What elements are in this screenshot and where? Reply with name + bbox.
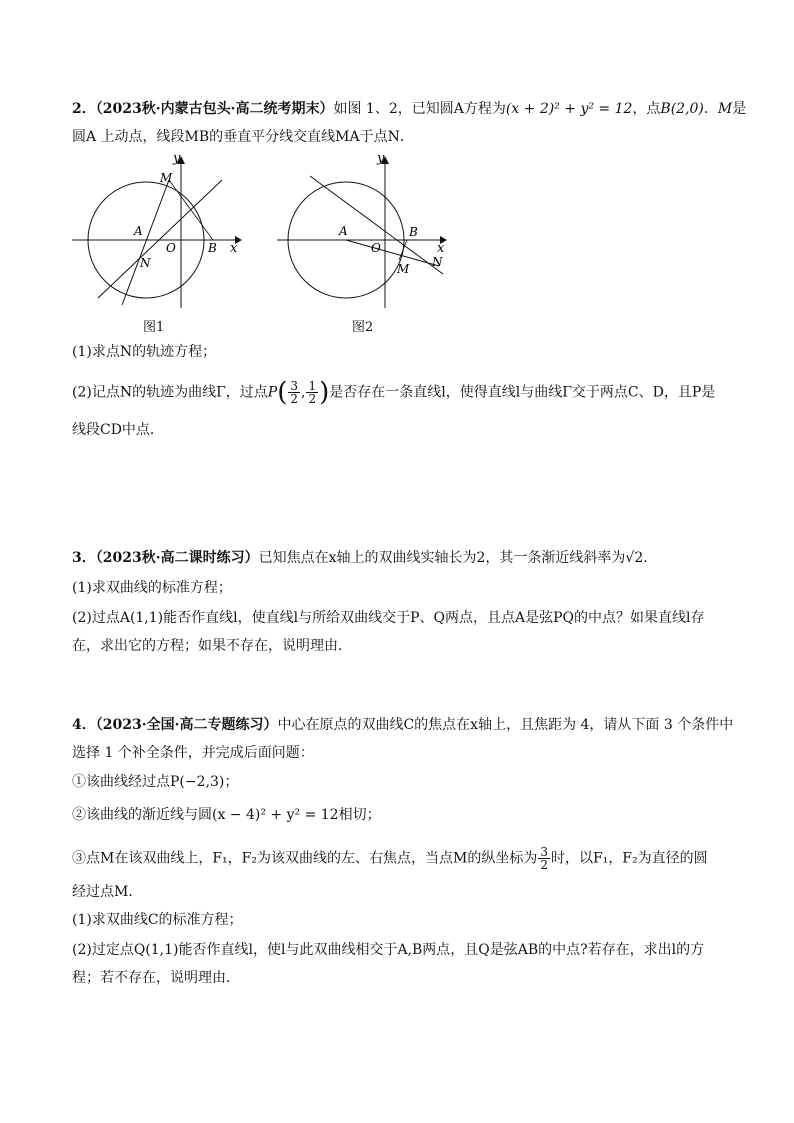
fig1-caption: 图1: [143, 320, 165, 335]
q4-stem-a: 中心在原点的双曲线C的焦点在x轴上，且焦距为 4，请从下面 3 个条件中: [277, 717, 734, 733]
q4-sub2-b: 程；若不存在，说明理由．: [72, 970, 240, 986]
q3-source: （2023秋·高二课时练习）: [95, 550, 259, 566]
q2-point-b: B(2,0): [660, 101, 704, 117]
q2-line-1: [72, 99, 746, 119]
q2-p-label: P: [267, 384, 278, 401]
q4-number: 4．: [72, 717, 96, 733]
figure-1: [70, 150, 250, 315]
q4-sub1: (1)求双曲线C的标准方程；: [72, 912, 243, 928]
fig2-caption: 图2: [352, 320, 374, 335]
fig2-label-y: y: [377, 151, 385, 166]
q2-eq1: (x + 2)² + y² = 12: [505, 101, 633, 117]
q2-frac-y-num: 1: [308, 379, 317, 393]
q2-sub1: (1)求点N的轨迹方程；: [72, 344, 217, 360]
q4-source: （2023·全国·高二专题练习）: [95, 717, 278, 733]
fig1-label-a: A: [134, 224, 143, 238]
q4-c3-den: 2: [540, 858, 548, 872]
fig1-label-m: M: [160, 171, 173, 185]
q4-condition-2: ②该曲线的渐近线与圆(x − 4)² + y² = 12相切；: [72, 807, 381, 823]
q4-stem-b: 选择 1 个补全条件，并完成后面问题：: [72, 745, 314, 761]
fig2-label-x: x: [437, 241, 445, 256]
q2-frac-y-den: 2: [308, 392, 317, 406]
q4-condition-1: ①该曲线经过点P(−2,3)；: [72, 774, 239, 790]
fig2-label-n: N: [432, 255, 443, 269]
fig1-label-n: N: [140, 256, 151, 270]
q2-number: 2．: [72, 101, 96, 117]
q2-sub2-c: 线段CD中点．: [72, 422, 164, 438]
q2-frac-x: [288, 380, 300, 405]
q2-sub2-b: 是否存在一条直线l，使得直线l与曲线Γ交于两点C、D，且P是: [329, 384, 716, 401]
q2-line-2: 圆A 上动点，线段MB的垂直平分线交直线MA于点N．: [72, 129, 414, 145]
fig2-label-b: B: [409, 225, 418, 239]
q2-sub2-line: (2)记点N的轨迹为曲线Γ，过点P( $\frac{3}{2}$ , $\frac{1}{2}$ )是否存在一条直线l，使得直线l与曲线Γ交于两点C、D，且P是: [72, 377, 716, 408]
q4-sub2-a: (2)过定点Q(1,1)能否作直线l，使l与此双曲线相交于A,B两点，且Q是弦AB的中点?若存在，求出l的方: [72, 942, 705, 958]
fig1-line-ma: [122, 180, 169, 305]
fig1-label-b: B: [208, 241, 217, 255]
fig2-label-a: A: [339, 224, 348, 238]
q2-paren-open: (: [277, 377, 288, 408]
q4-condition-3: [72, 846, 708, 871]
q3-number: 3．: [72, 550, 96, 566]
q4-c3-b: 时，以F₁，F₂为直径的圆: [550, 850, 708, 867]
q3-sub1: (1)求双曲线的标准方程；: [72, 580, 232, 596]
q3-stem-line: [72, 548, 657, 568]
q3-stem: 已知焦点在x轴上的双曲线实轴长为2，其一条渐近线斜率为√2．: [258, 550, 658, 566]
q2-stem-a: 如图 1、2，已知圆A方程为: [333, 101, 506, 117]
q4-c3-num: 3: [540, 845, 548, 859]
q3-sub2-a: (2)过点A(1,1)能否作直线l，使直线l与所给双曲线交于P、Q两点，且点A是弦PQ的中点？如果直线l存: [72, 610, 705, 626]
fig1-label-x: x: [230, 241, 238, 256]
q4-c3-c: 经过点M．: [72, 884, 143, 900]
q3-sub2-b: 在，求出它的方程；如果不存在，说明理由．: [72, 638, 352, 654]
fig2-line-an: [346, 240, 439, 266]
fig1-label-y: y: [173, 151, 181, 166]
q2-frac-y: [306, 380, 318, 405]
q4-c3-a: ③点M在该双曲线上，F₁，F₂为该双曲线的左、右焦点，当点M的纵坐标为: [72, 850, 538, 867]
q2-paren-close: ): [319, 377, 330, 408]
q4-stem-line: [72, 715, 733, 735]
q2-stem-c: ．: [703, 101, 718, 117]
q2-m: M: [717, 101, 733, 117]
fig2-label-o: O: [371, 241, 381, 255]
fig1-segment-mb: [169, 180, 213, 240]
q2-frac-x-den: 2: [290, 392, 299, 406]
q2-source: （2023秋·内蒙古包头·高二统考期末）: [95, 101, 334, 117]
q2-stem-d: 是: [732, 101, 747, 117]
q4-c3-frac: [538, 846, 550, 871]
q2-stem-b: ，点: [632, 101, 661, 117]
fig1-label-o: O: [166, 241, 176, 255]
figure-2: [275, 150, 460, 315]
q2-sub2-a: (2)记点N的轨迹为曲线Γ，过点: [72, 384, 268, 401]
q2-frac-x-num: 3: [290, 379, 299, 393]
fig2-label-m: M: [397, 262, 410, 276]
fig1-bisector: [98, 180, 222, 298]
